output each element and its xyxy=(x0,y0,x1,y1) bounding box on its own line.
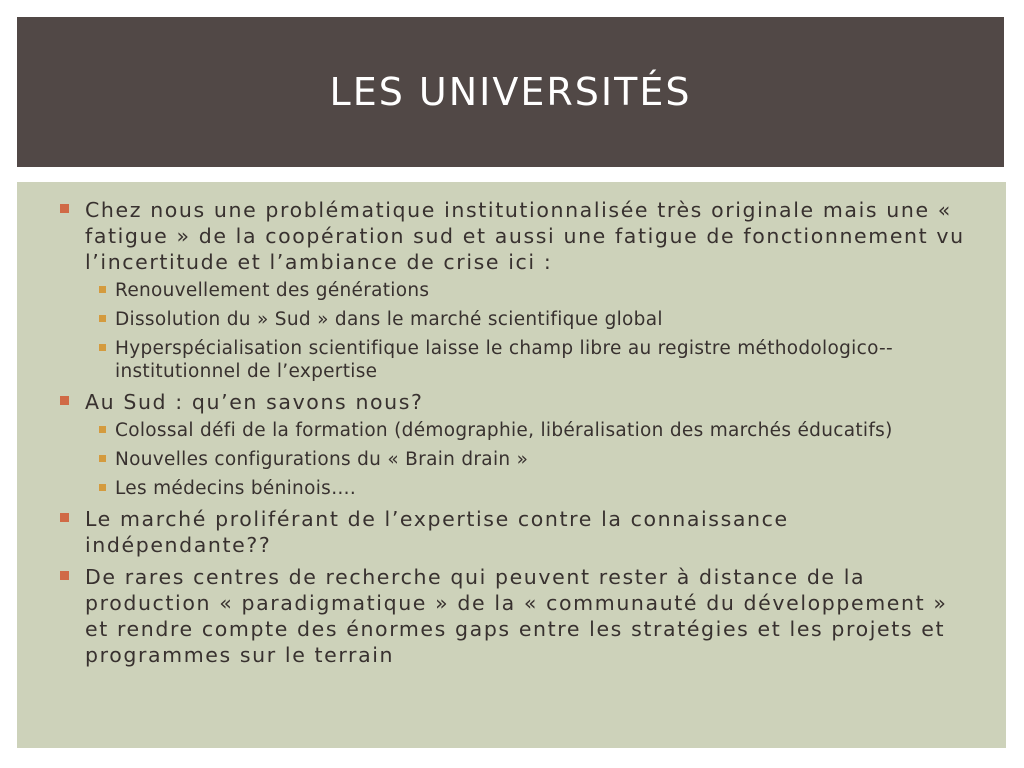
square-bullet-icon xyxy=(60,396,69,405)
bullet-list xyxy=(57,197,966,668)
sub-bullet-item xyxy=(85,477,966,500)
sub-bullet-item xyxy=(85,337,966,383)
small-square-bullet-icon xyxy=(99,286,106,293)
sub-bullet-text: Hyperspécialisation scientifique laisse le champ libre au registre méthodologico--institutionnel de l’expertise xyxy=(115,338,893,382)
sub-bullet-list xyxy=(85,279,966,383)
square-bullet-icon xyxy=(60,513,69,522)
bullet-text: De rares centres de recherche qui peuvent rester à distance de la production « paradigmatique » de la « communauté du développement » et rendre compte des énormes gaps entre les stratégies et les projets et programmes sur le terrain xyxy=(85,565,948,667)
bullet-item xyxy=(57,564,966,668)
sub-bullet-item xyxy=(85,279,966,302)
bullet-text: Chez nous une problématique institutionnalisée très originale mais une « fatigue » de la coopération sud et aussi une fatigue de fonctionnement vu l’incertitude et l’ambiance de crise ici : xyxy=(85,198,965,274)
sub-bullet-item xyxy=(85,448,966,471)
sub-bullet-item xyxy=(85,308,966,331)
bullet-item xyxy=(57,389,966,500)
bullet-item xyxy=(57,506,966,558)
small-square-bullet-icon xyxy=(99,315,106,322)
sub-bullet-text: Dissolution du » Sud » dans le marché scientifique global xyxy=(115,309,663,330)
slide-title: LES UNIVERSITÉS xyxy=(329,70,692,114)
sub-bullet-text: Les médecins béninois…. xyxy=(115,478,357,499)
sub-bullet-text: Colossal défi de la formation (démographie, libéralisation des marchés éducatifs) xyxy=(115,420,893,441)
sub-bullet-item xyxy=(85,419,966,442)
bullet-text: Au Sud : qu’en savons nous? xyxy=(85,390,424,414)
bullet-item xyxy=(57,197,966,383)
small-square-bullet-icon xyxy=(99,455,106,462)
small-square-bullet-icon xyxy=(99,344,106,351)
square-bullet-icon xyxy=(60,571,69,580)
sub-bullet-list xyxy=(85,419,966,500)
bullet-text: Le marché proliférant de l’expertise contre la connaissance indépendante?? xyxy=(85,507,789,557)
sub-bullet-text: Nouvelles configurations du « Brain drain » xyxy=(115,449,529,470)
square-bullet-icon xyxy=(60,204,69,213)
small-square-bullet-icon xyxy=(99,484,106,491)
sub-bullet-text: Renouvellement des générations xyxy=(115,280,430,301)
content-panel xyxy=(17,182,1006,748)
small-square-bullet-icon xyxy=(99,426,106,433)
title-bar xyxy=(17,17,1004,167)
